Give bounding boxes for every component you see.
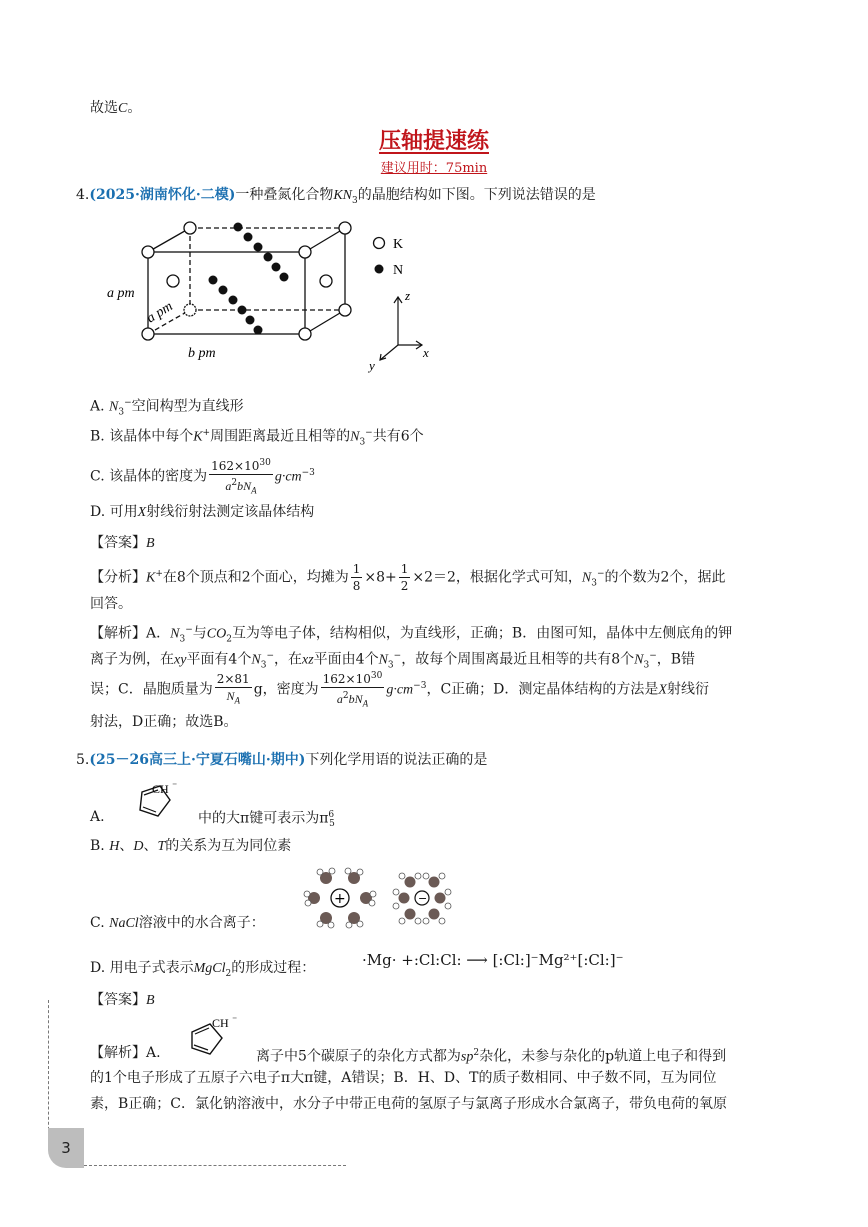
q4-option-d: D. 可用X射线衍射法测定该晶体结构 xyxy=(90,504,315,520)
opt-label: B. xyxy=(90,428,105,445)
page-number: 3 xyxy=(48,1128,84,1168)
q4-stem: 4.(2025·湖南怀化·二模)一种叠氮化合物$KN_3$的晶胞结构如下图。下列说法错误的是 xyxy=(76,187,596,206)
e2e: ，故每个周围离最近且相等的共有8个 xyxy=(401,651,635,668)
e1c: 互为等电子体，结构相似，为直线形， xyxy=(231,625,470,642)
q4-option-b: B. 该晶体中每个K+周围距离最近且相等的$N_3^-$共有6个 xyxy=(90,428,424,448)
opt-label: B. xyxy=(90,838,105,854)
q5-explain-line2: 的1个电子形成了五原子六电子π大π键，A错误；B．H、D、T的质子数相同、中子数不同，互为同位 xyxy=(90,1070,717,1086)
answer-value: B xyxy=(146,993,155,1008)
section-title: 压轴提速练 xyxy=(378,128,489,154)
electron-formula-process: ·Mg· +:Cl:Cl: ⟶ [:Cl:]⁻Mg²⁺[:Cl:]⁻ xyxy=(362,951,624,969)
q5-option-c: C. NaCl溶液中的水合离子： xyxy=(90,915,265,931)
e2d: 平面由4个 xyxy=(313,651,379,668)
e1a: A． xyxy=(146,625,171,642)
e2f: ，B错 xyxy=(656,651,696,668)
q4-explain-line4: 射法，D正确；故选B。 xyxy=(90,714,238,730)
cyclopentadienyl-structure xyxy=(128,780,188,824)
legend-k-label: K xyxy=(393,237,404,252)
opt-label: D. xyxy=(90,960,106,976)
analysis-c: ×2＝2，根据化学式可知， xyxy=(412,569,582,586)
analysis-a: 在8个顶点和2个面心，均摊为 xyxy=(162,569,349,586)
density-num: 162×10 xyxy=(211,459,260,473)
q4-opt-b-c: 共有6个 xyxy=(372,428,424,445)
svg-text:−: − xyxy=(418,892,428,905)
svg-text:⁻: ⁻ xyxy=(172,781,178,792)
e3a: 误；C．晶胞质量为 xyxy=(90,681,213,698)
crystal-cell-figure xyxy=(100,215,440,375)
prev-end: 。 xyxy=(127,100,142,116)
q4-opt-d-b: 射线衍射法测定该晶体结构 xyxy=(146,504,315,520)
explain-tag: 【解析】 xyxy=(90,625,146,642)
q5-option-a-label: A. xyxy=(90,809,105,825)
density-fraction: $\frac{162\times 10^{30}}{a^2bN_A}$ xyxy=(209,455,273,498)
cyclopentadienyl-structure-2 xyxy=(182,1014,248,1060)
q4-answer xyxy=(90,533,155,554)
answer-tag: 【答案】 xyxy=(90,992,146,1008)
e2a: 离子为例，在 xyxy=(90,651,174,668)
mass-num: 2×81 xyxy=(216,672,250,686)
svg-text:⁻: ⁻ xyxy=(232,1015,238,1026)
q4-explain-line1: 【解析】A．$N_3^-$与$CO_2$互为等电子体，结构相似，为直线形，正确；B．由图可知，晶体中左侧底角的钾 xyxy=(90,625,733,645)
q5-option-a-text: 中的大π键可表示为$\pi^6_5$ xyxy=(198,810,335,830)
legend-n-label: N xyxy=(393,263,404,278)
q4-opt-d-a: 可用 xyxy=(109,504,138,520)
prev-text: 故选 xyxy=(90,100,118,116)
q5-stem xyxy=(76,750,487,770)
q4-opt-c-a: 该晶体的密度为 xyxy=(109,468,208,485)
q5-explain-line3: 素，B正确；C．氯化钠溶液中，水分子中带正电荷的氢原子与氯离子形成水合氯离子，带负电荷的氧原 xyxy=(90,1096,727,1112)
opt-label: C. xyxy=(90,468,105,485)
opt-label: C. xyxy=(90,915,105,931)
e2c: ，在 xyxy=(273,651,302,668)
q5-e1c: 杂化，未参与杂化的p轨道上电子和得到 xyxy=(479,1048,727,1065)
analysis-tag: 【分析】 xyxy=(90,569,146,586)
e3b: g，密度为 xyxy=(253,681,319,698)
prev-answer-line xyxy=(90,98,141,119)
q4-option-c: C. 该晶体的密度为 $\frac{162\times 10^{30}}{a^2bN_A}$ $g\cdot cm^{-3}$ xyxy=(90,455,315,498)
dim-a-left: a pm xyxy=(107,286,135,301)
q4-stem-b: 的晶胞结构如下图。下列说法错误的是 xyxy=(357,187,596,203)
q5-option-d: D. 用电子式表示MgCl$_2$的形成过程： xyxy=(90,960,316,979)
explain-tag: 【解析】 xyxy=(90,1045,146,1061)
q4-analysis-line2: 回答。 xyxy=(90,596,132,612)
q5-opt-a-text: 中的大π键可表示为π xyxy=(198,810,329,827)
answer-tag: 【答案】 xyxy=(90,535,146,551)
q5-explain-tag xyxy=(90,1043,161,1063)
e3d: ，C正确；D．测定晶体结构的方法是 xyxy=(426,681,659,698)
footer-dashed-line xyxy=(84,1165,346,1166)
e1d: 正确；B．由图可知，晶体中左侧底角的钾 xyxy=(469,625,733,642)
svg-text:+: + xyxy=(334,891,346,907)
q4-analysis-line1: 【分析】K+在8个顶点和2个面心，均摊为 $\frac{1}{8}$ ×8+ $\frac{1}{2}$ ×2＝2，根据化学式可知，$N_3^-$的个数为2个，据此 xyxy=(90,562,726,594)
dim-b-bottom: b pm xyxy=(188,346,216,361)
q5-answer xyxy=(90,990,155,1011)
q5-option-b: B. H、D、T的关系为互为同位素 xyxy=(90,838,292,854)
axis-z-label: z xyxy=(405,288,411,303)
q4-formula: KN xyxy=(333,188,353,203)
k-legend-icon xyxy=(374,238,385,249)
prev-letter: C xyxy=(118,101,128,116)
q4-source: (2025·湖南怀化·二模) xyxy=(89,187,236,203)
q5-number: 5. xyxy=(76,752,90,768)
q5-explain-line1: 离子中5个碳原子的杂化方式都为$sp^2$杂化，未参与杂化的p轨道上电子和得到 xyxy=(256,1048,727,1065)
q4-stem-a: 一种叠氮化合物 xyxy=(235,187,334,203)
ch-label-2: CH xyxy=(212,1016,229,1030)
e2b: 平面有4个 xyxy=(186,651,252,668)
section-time: 建议用时：75min xyxy=(380,161,488,176)
q5-stem-text: 下列化学用语的说法正确的是 xyxy=(305,752,488,768)
q5-opt-b-text: 的关系为互为同位素 xyxy=(165,838,292,854)
analysis-d: 的个数为2个，据此 xyxy=(604,569,726,586)
q5-e1a: A. xyxy=(146,1045,161,1061)
q4-explain-line3: 误；C．晶胞质量为 $\frac{2\times 81}{N_A}$ g，密度为 $\frac{162\times 10^{30}}{a^2bN_A}$ $g\cdot cm^{-3}$，C正确；D．测定晶体结构的方法是X射线衍 xyxy=(90,668,709,711)
q5-source: (25－26高三上·宁夏石嘴山·期中) xyxy=(89,752,306,768)
margin-dashed-line xyxy=(48,1000,49,1140)
axis-x-label: x xyxy=(423,345,429,360)
answer-value: B xyxy=(146,536,155,551)
density-unit: g·cm xyxy=(274,469,302,485)
q5-e1b: 离子中5个碳原子的杂化方式都为 xyxy=(256,1048,461,1065)
analysis-b: ×8+ xyxy=(364,569,397,586)
n-legend-icon xyxy=(375,265,384,274)
q4-option-a: A. $N_3^-$空间构型为直线形 xyxy=(90,398,244,418)
ch-label: CH xyxy=(152,782,169,796)
q5-opt-d-a: 用电子式表示 xyxy=(109,960,194,976)
q4-explain-line2: 离子为例，在xy平面有4个$N_3^-$，在xz平面由4个$N_3^-$，故每个周围离最近且相等的共有8个$N_3^-$，B错 xyxy=(90,651,696,671)
axis-y-label: y xyxy=(369,358,375,373)
q4-opt-b-b: 周围距离最近且相等的 xyxy=(210,428,351,445)
q4-number: 4. xyxy=(76,187,90,203)
q5-opt-d-b: 的形成过程： xyxy=(231,960,316,976)
q4-opt-b-a: 该晶体中每个 xyxy=(109,428,194,445)
q5-opt-c-a: 溶液中的水合离子： xyxy=(138,915,265,931)
opt-label: D. xyxy=(90,504,106,520)
opt-label: A. xyxy=(90,398,105,415)
q4-opt-a-text: 空间构型为直线形 xyxy=(131,398,244,415)
hydrated-ions-figure xyxy=(300,860,460,930)
e3c: g·cm xyxy=(386,682,414,698)
e3e: 射线衍 xyxy=(666,681,709,698)
e1b: 与 xyxy=(192,625,207,642)
dim-a-diag: a pm xyxy=(144,299,176,327)
